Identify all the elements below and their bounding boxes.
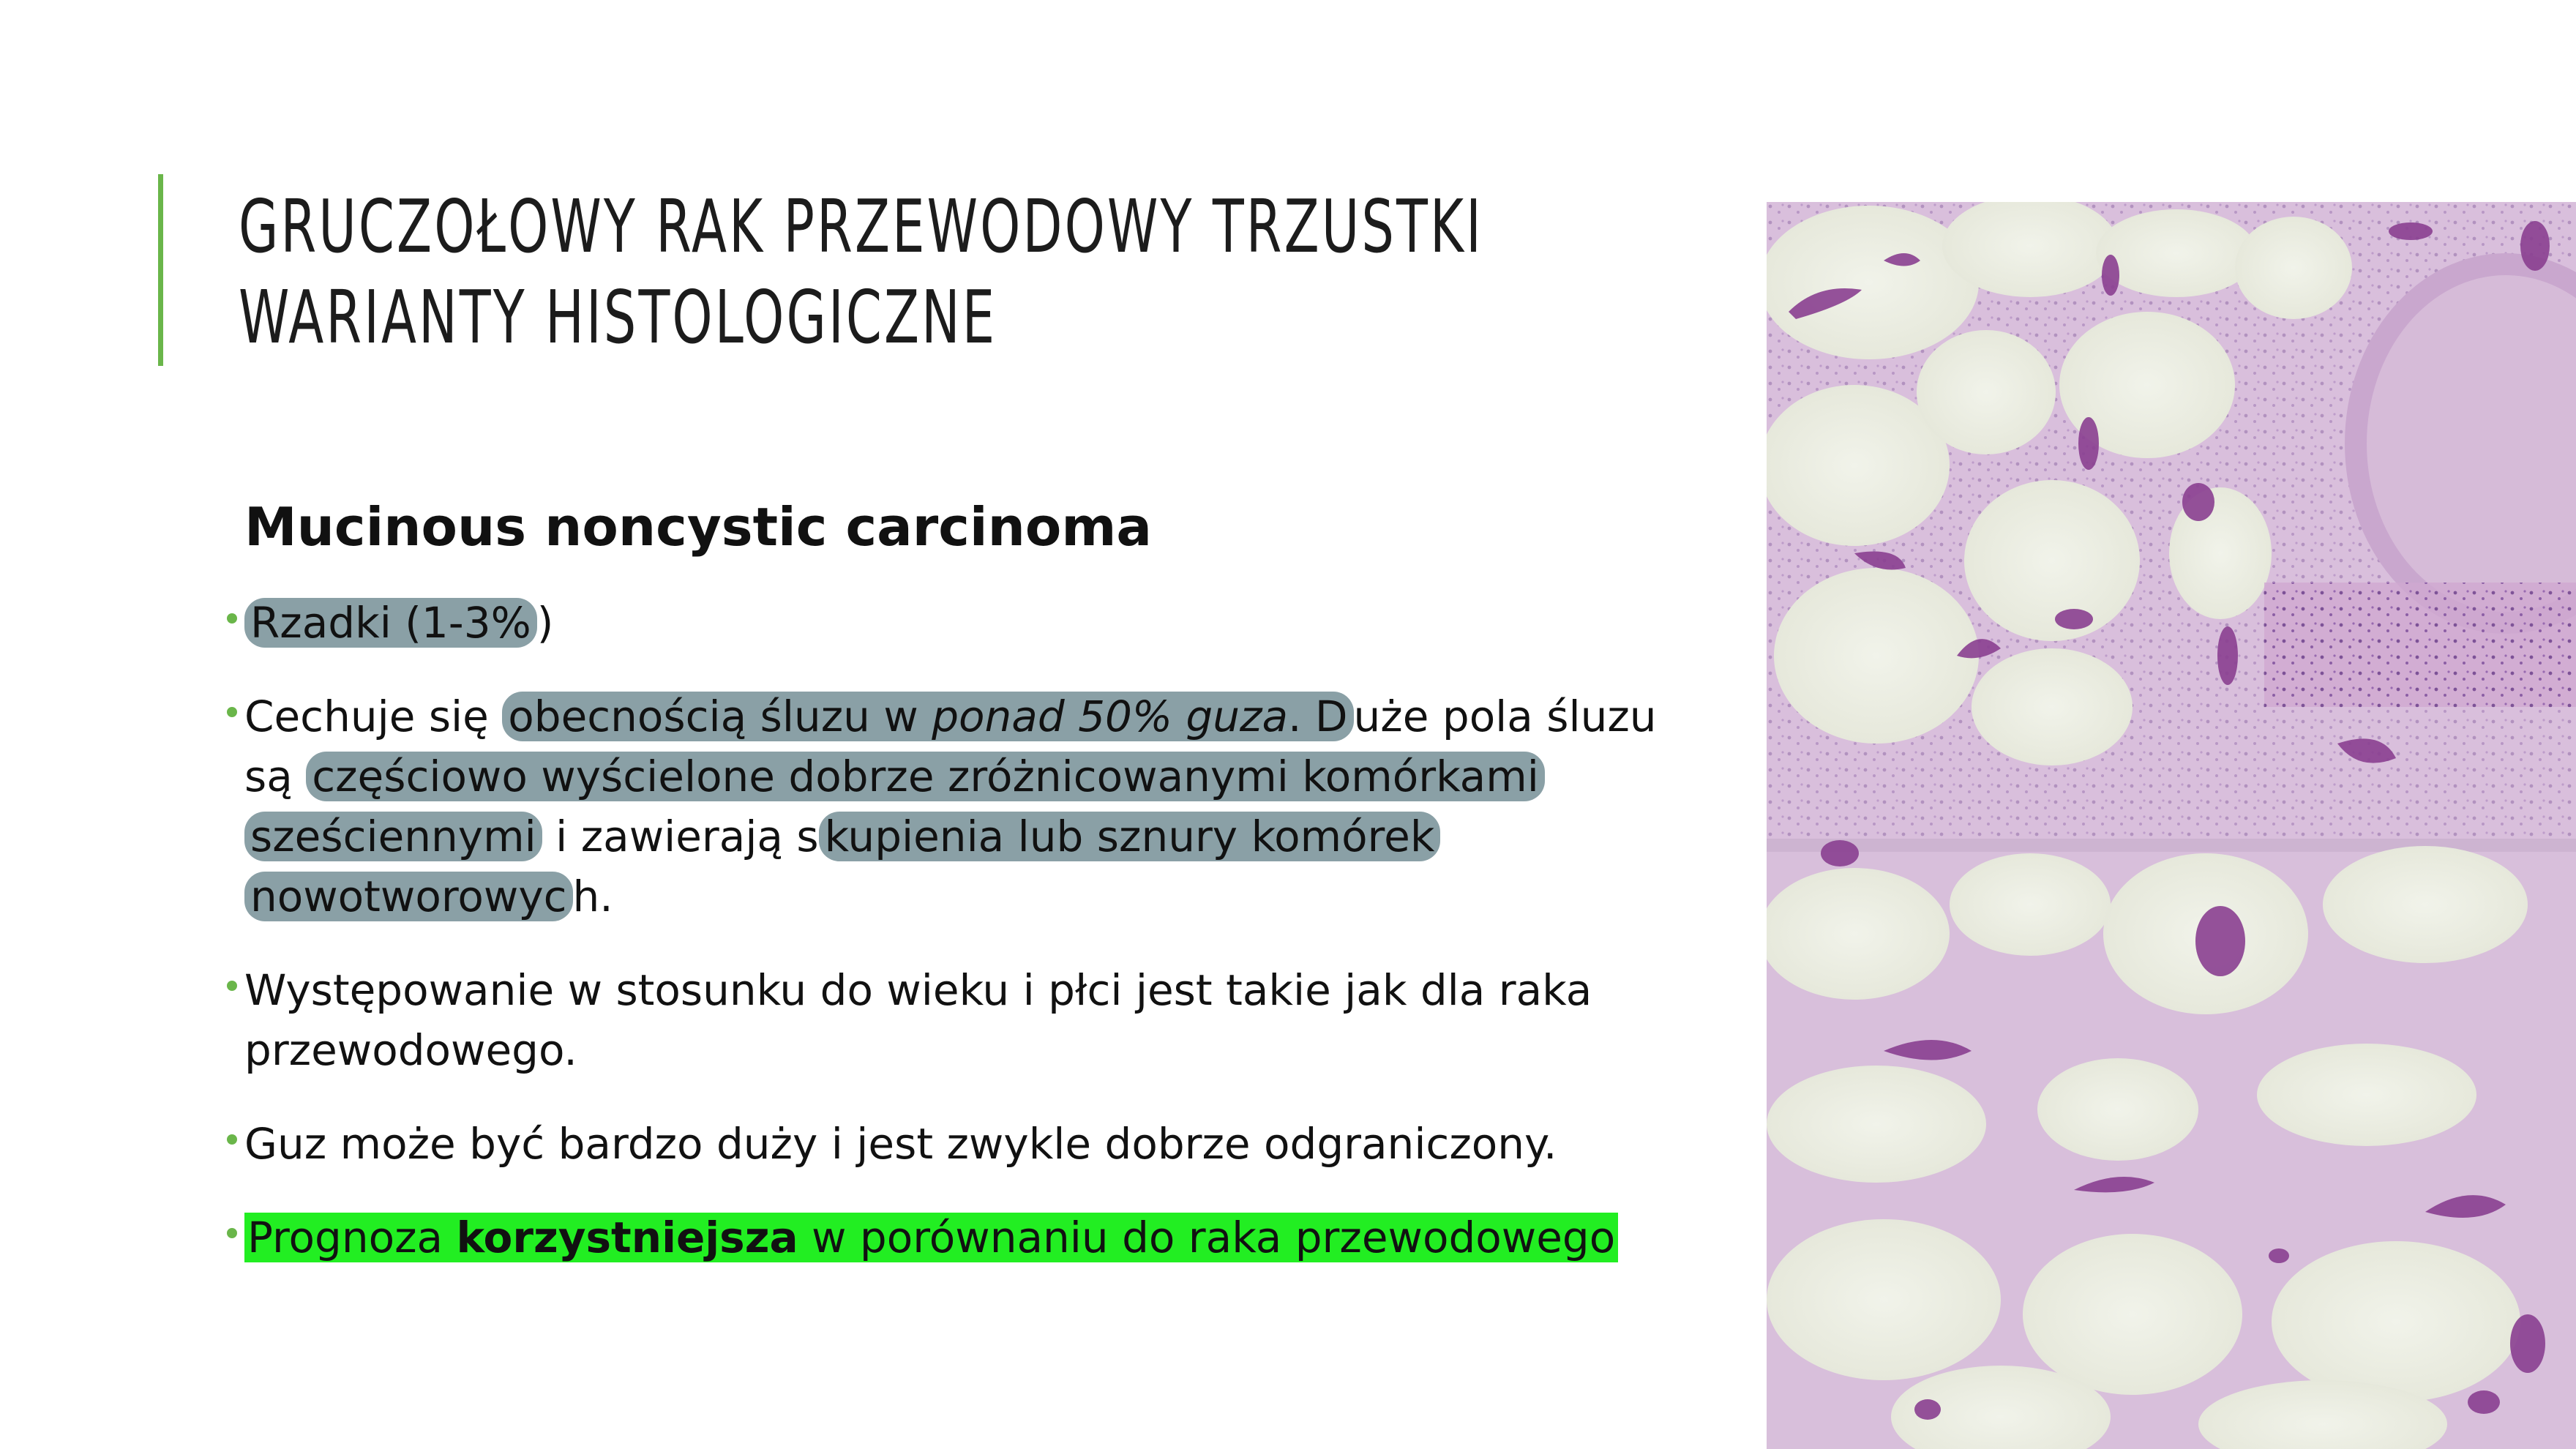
bullet-text: h. [572,872,613,921]
bullet-text: i zawierają s [542,812,819,861]
highlighted-text: kupienia lub sznury komórek nowotworowyc [244,812,1440,921]
bullet-list [227,593,1690,1301]
bullet-item-prognosis [227,1208,1690,1268]
highlighted-text [502,692,1353,741]
bullet-item-rarity [227,593,1690,653]
title-accent-bar [158,174,163,366]
bullet-dot-icon [227,613,237,624]
histology-micrograph [1767,202,2576,1449]
bullet-item-size [227,1114,1690,1174]
highlighted-text: Rzadki (1-3% [244,598,537,648]
highlighted-text-part: obecnością śluzu w [508,692,932,741]
bullet-text: ) [536,598,554,648]
bullet-item-occurrence [227,960,1690,1080]
slide-title [239,181,1702,363]
bullet-dot-icon [227,1228,237,1238]
bullet-dot-icon [227,1134,237,1145]
bullet-item-mucin [227,686,1690,926]
bullet-text: Cechuje się [244,692,503,741]
title-line-2: WARIANTY HISTOLOGICZNE [239,274,997,360]
section-subtitle: Mucinous noncystic carcinoma [244,496,1152,558]
highlighted-text: częściowo wyścielone dobrze zróżnicowanymi komórkami sześciennymi [244,752,1545,861]
title-line-1: GRUCZOŁOWY RAK PRZEWODOWY TRZUSTKI [239,184,1483,269]
bullet-dot-icon [227,981,237,991]
bullet-text: w porównaniu do raka przewodowego [798,1213,1616,1262]
highlighted-text-part: . D [1288,692,1348,741]
bullet-dot-icon [227,707,237,717]
highlighted-text-green [244,1213,1618,1262]
bullet-text: Guz może być bardzo duży i jest zwykle dobrze odgraniczony. [244,1119,1557,1169]
bold-text: korzystniejsza [456,1213,798,1262]
italic-text: ponad 50% guza [932,692,1288,741]
bullet-text: Prognoza [247,1213,457,1262]
bullet-text: Występowanie w stosunku do wieku i płci jest takie jak dla raka przewodowego. [244,965,1592,1075]
bullet-text: uże pola śluzu są [244,692,1657,801]
